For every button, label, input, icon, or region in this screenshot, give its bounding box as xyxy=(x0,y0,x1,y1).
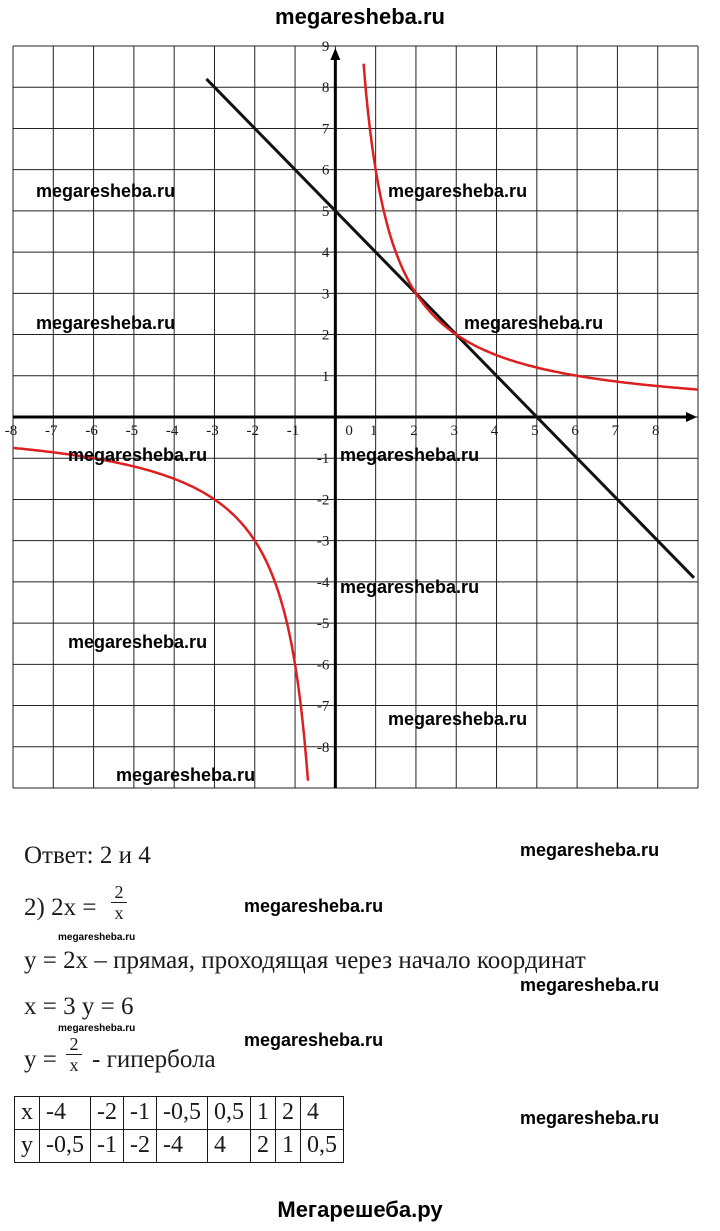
x-tick-label: 6 xyxy=(571,423,579,439)
watermark: megaresheba.ru xyxy=(520,975,660,995)
y-tick-label: -3 xyxy=(316,533,330,550)
table-cell: 4 xyxy=(301,1097,344,1130)
axes xyxy=(13,48,697,788)
hyperbola-fraction xyxy=(66,1035,82,1074)
hyperbola-branch-right xyxy=(364,64,698,390)
x-tick-label: 5 xyxy=(531,423,539,439)
y-tick-label: 2 xyxy=(321,327,330,344)
table-cell: 1 xyxy=(251,1097,276,1130)
table-cell: -0,5 xyxy=(157,1097,208,1130)
y-tick-label: 3 xyxy=(321,286,330,303)
y-tick-label: 1 xyxy=(321,368,330,385)
table-cell: -2 xyxy=(124,1130,157,1163)
equation-label: 2) 2x = xyxy=(24,894,97,921)
watermark: megaresheba.ru xyxy=(244,1030,384,1050)
table-cell: -1 xyxy=(124,1097,157,1130)
values-table xyxy=(14,1096,344,1163)
table-cell: 4 xyxy=(208,1130,251,1163)
table-cell: 0,5 xyxy=(301,1130,344,1163)
y-tick-label: 9 xyxy=(321,39,330,55)
y-tick-label: -8 xyxy=(316,739,330,756)
fraction-numerator: 2 xyxy=(111,883,127,903)
watermark: megaresheba.ru xyxy=(68,632,208,652)
line-plot xyxy=(206,79,694,578)
hyperbola-suffix: - гипербола xyxy=(92,1046,216,1073)
table-cell: -1 xyxy=(91,1130,124,1163)
y-tick-label: -4 xyxy=(316,574,330,591)
table-cell: -0,5 xyxy=(40,1130,91,1163)
table-row xyxy=(15,1130,344,1163)
y-tick-label: -2 xyxy=(316,492,330,509)
x-tick-label: -6 xyxy=(85,423,98,439)
watermark: megaresheba.ru xyxy=(116,765,256,785)
table-cell: 2 xyxy=(276,1097,301,1130)
x-tick-label: 7 xyxy=(611,423,620,439)
watermark: megaresheba.ru xyxy=(340,445,480,465)
y-tick-label: 8 xyxy=(321,80,330,97)
y-tick-label: 6 xyxy=(321,162,330,179)
watermark: megaresheba.ru xyxy=(388,181,528,201)
table-cell: -4 xyxy=(157,1130,208,1163)
x-tick-label: -1 xyxy=(286,423,300,439)
y-tick-label: -7 xyxy=(316,698,330,715)
fraction-denominator: x xyxy=(114,903,124,923)
x-tick-label: 2 xyxy=(410,423,418,439)
y-axis-arrow xyxy=(330,48,340,60)
site-footer: Мегарешеба.ру xyxy=(277,1197,443,1222)
table-cell: -2 xyxy=(91,1097,124,1130)
table-cell: y xyxy=(15,1130,40,1163)
x-tick-label: -7 xyxy=(45,423,58,439)
line-description: y = 2x – прямая, проходящая через начало координат xyxy=(24,947,586,974)
x-tick-label: -4 xyxy=(165,423,179,439)
watermark: megaresheba.ru xyxy=(36,313,176,333)
table-row xyxy=(15,1097,344,1130)
hyperbola-branch-left xyxy=(13,448,308,781)
site-header: megaresheba.ru xyxy=(275,4,445,29)
x-tick-label: 1 xyxy=(369,423,378,439)
x-tick-label: -5 xyxy=(125,423,139,439)
y-tick-label: 7 xyxy=(321,121,330,138)
fraction-denominator: x xyxy=(69,1055,79,1075)
y-tick-label: 5 xyxy=(321,203,330,220)
x-tick-label: -2 xyxy=(246,423,260,439)
y-tick-label: -5 xyxy=(316,616,330,633)
watermark: megaresheba.ru xyxy=(388,709,528,729)
table-cell: -4 xyxy=(40,1097,91,1130)
watermark: megaresheba.ru xyxy=(520,840,660,860)
x-tick-label: -3 xyxy=(206,423,219,439)
hyperbola-prefix: y = xyxy=(24,1046,57,1073)
watermark-small: megaresheba.ru xyxy=(58,932,136,943)
watermark: megaresheba.ru xyxy=(68,445,208,465)
watermark: megaresheba.ru xyxy=(36,181,176,201)
watermark: megaresheba.ru xyxy=(464,313,604,333)
watermark: megaresheba.ru xyxy=(244,896,384,916)
fraction-numerator: 2 xyxy=(66,1035,82,1055)
watermark-small: megaresheba.ru xyxy=(58,1023,136,1034)
y-tick-label: -6 xyxy=(316,657,330,674)
x-axis-arrow xyxy=(686,412,697,422)
plots xyxy=(13,64,698,781)
table-cell: 1 xyxy=(276,1130,301,1163)
y-tick-label: 4 xyxy=(321,245,330,262)
x-tick-label: 4 xyxy=(490,423,499,439)
point-values: x = 3 y = 6 xyxy=(24,993,134,1020)
table-cell: 2 xyxy=(251,1130,276,1163)
equation-fraction xyxy=(111,883,127,922)
watermark: megaresheba.ru xyxy=(340,577,480,597)
x-tick-label: 0 xyxy=(345,423,353,439)
watermark: megaresheba.ru xyxy=(520,1108,660,1128)
x-tick-label: 8 xyxy=(651,423,660,439)
table-cell: 0,5 xyxy=(208,1097,251,1130)
x-tick-label: 3 xyxy=(450,423,458,439)
x-tick-label: -8 xyxy=(4,423,18,439)
table-cell: x xyxy=(15,1097,40,1130)
answer-text: Ответ: 2 и 4 xyxy=(24,842,151,869)
y-tick-label: -1 xyxy=(316,451,330,468)
